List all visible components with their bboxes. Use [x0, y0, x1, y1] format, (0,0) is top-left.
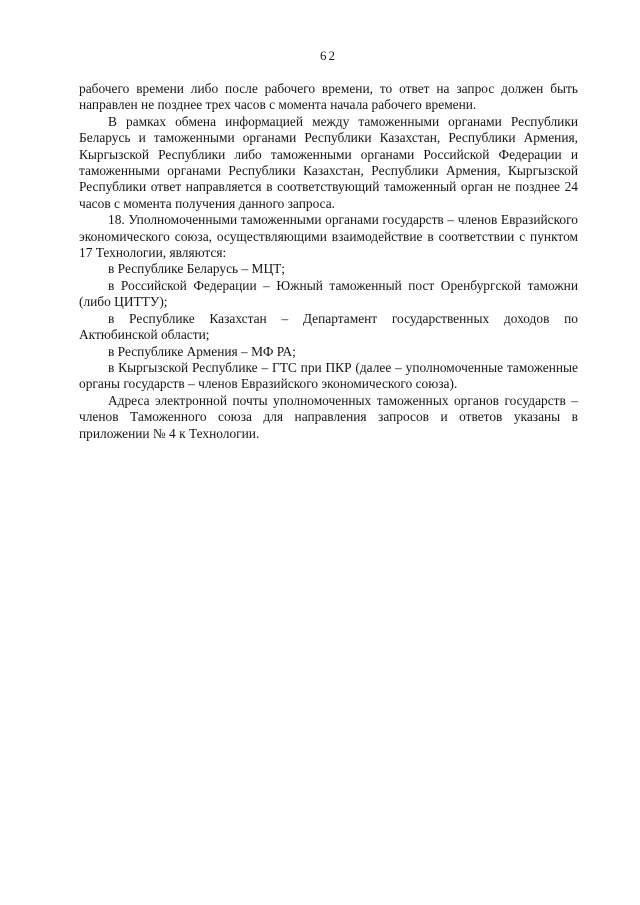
paragraph: в Республике Казахстан – Департамент государственных доходов по Актюбинской области;: [79, 310, 578, 343]
paragraph: в Российской Федерации – Южный таможенный пост Оренбургской таможни (либо ЦИТТУ);: [79, 277, 578, 310]
paragraph: Адреса электронной почты уполномоченных таможенных органов государств – членов Таможенного союза для направления запросов и ответов указаны в приложении № 4 к Технологии.: [79, 392, 578, 441]
document-body: [79, 81, 578, 442]
paragraph: 18. Уполномоченными таможенными органами государств – членов Евразийского экономического союза, осуществляющими взаимодействие в соответствии с пунктом 17 Технологии, являются:: [79, 212, 578, 261]
paragraph: в Кыргызской Республике – ГТС при ПКР (далее – уполномоченные таможенные органы государств – членов Евразийского экономического союза).: [79, 359, 578, 392]
paragraph: в Республике Беларусь – МЦТ;: [108, 261, 286, 277]
paragraph: рабочего времени либо после рабочего времени, то ответ на запрос должен быть направлен не позднее трех часов с момента начала рабочего времени.: [79, 81, 578, 113]
paragraph: В рамках обмена информацией между таможенными органами Республики Беларусь и таможенными органами Республики Казахстан, Республики Армения, Кыргызской Республики либо таможенными органами Российской Федерации и таможенными органами Республики Казахстан, Республики Армения, Кыргызской Республики ответ направляется в соответствующий таможенный орган не позднее 24 часов с момента получения данного запроса.: [79, 113, 578, 211]
page-number: 62: [320, 48, 337, 63]
paragraph: в Республике Армения – МФ РА;: [108, 343, 296, 359]
